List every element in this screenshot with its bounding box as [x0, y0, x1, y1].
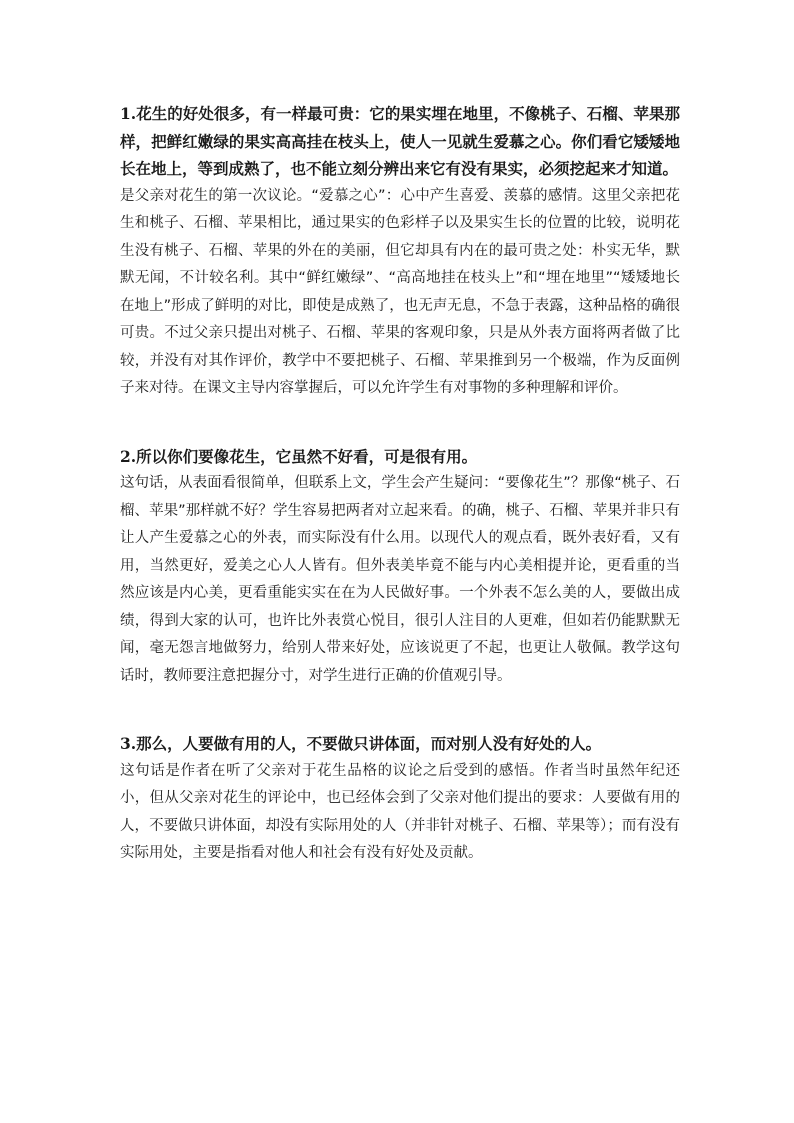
section-1-heading: 1.花生的好处很多，有一样最可贵：它的果实埋在地里，不像桃子、石榴、苹果那样，把鲜红嫩绿的果实高高挂在枝头上，使人一见就生爱慕之心。你们看它矮矮地长在地上，等到成熟了，也不能立刻分辨出来它有没有果实，必须挖起来才知道。: [120, 104, 680, 178]
document-content: [120, 100, 680, 868]
section-1-body: 是父亲对花生的第一次议论。“爱慕之心”：心中产生喜爱、羡慕的感情。这里父亲把花生和桃子、石榴、苹果相比，通过果实的色彩样子以及果实生长的位置的比较，说明花生没有桃子、石榴、苹果的外在的美丽，但它却具有内在的最可贵之处：朴实无华，默默无闻，不计较名利。其中“鲜红嫩绿”、“高高地挂在枝头上”和“埋在地里”“矮矮地长在地上”形成了鲜明的对比，即使是成熟了，也无声无息，不急于表露，这种品格的确很可贵。不过父亲只提出对桃子、石榴、苹果的客观印象，只是从外表方面将两者做了比较，并没有对其作评价，教学中不要把桃子、石榴、苹果推到另一个极端，作为反面例子来对待。在课文主导内容掌握后，可以允许学生有对事物的多种理解和评价。: [120, 187, 680, 396]
section-2-body: 这句话，从表面看很简单，但联系上文，学生会产生疑问：“要像花生”？那像“桃子、石榴、苹果”那样就不好？学生容易把两者对立起来看。的确，桃子、石榴、苹果并非只有让人产生爱慕之心的外表，而实际没有什么用。以现代人的观点看，既外表好看，又有用，当然更好，爱美之心人人皆有。但外表美毕竟不能与内心美相提并论，更看重的当然应该是内心美，更看重能实实在在为人民做好事。一个外表不怎么美的人，要做出成绩，得到大家的认可，也许比外表赏心悦目，很引人注目的人更难，但如若仍能默默无闻，毫无怨言地做努力，给别人带来好处，应该说更了不起，也更让人敬佩。教学这句话时，教师要注意把握分寸，对学生进行正确的价值观引导。: [120, 475, 680, 684]
section-1: [120, 100, 680, 403]
section-2: [120, 443, 680, 691]
section-3: [120, 730, 680, 868]
section-3-heading: 3.那么，人要做有用的人，不要做只讲体面，而对别人没有好处的人。: [120, 734, 602, 753]
section-2-heading: 2.所以你们要像花生，它虽然不好看，可是很有用。: [120, 446, 478, 466]
section-3-body: 这句话是作者在听了父亲对于花生品格的议论之后受到的感悟。作者当时虽然年纪还小，但从父亲对花生的评论中，也已经体会到了父亲对他们提出的要求：人要做有用的人，不要做只讲体面，却没有实际用处的人（并非针对桃子、石榴、苹果等）；而有没有实际用处，主要是指看对他人和社会有没有好处及贡献。: [120, 762, 680, 861]
